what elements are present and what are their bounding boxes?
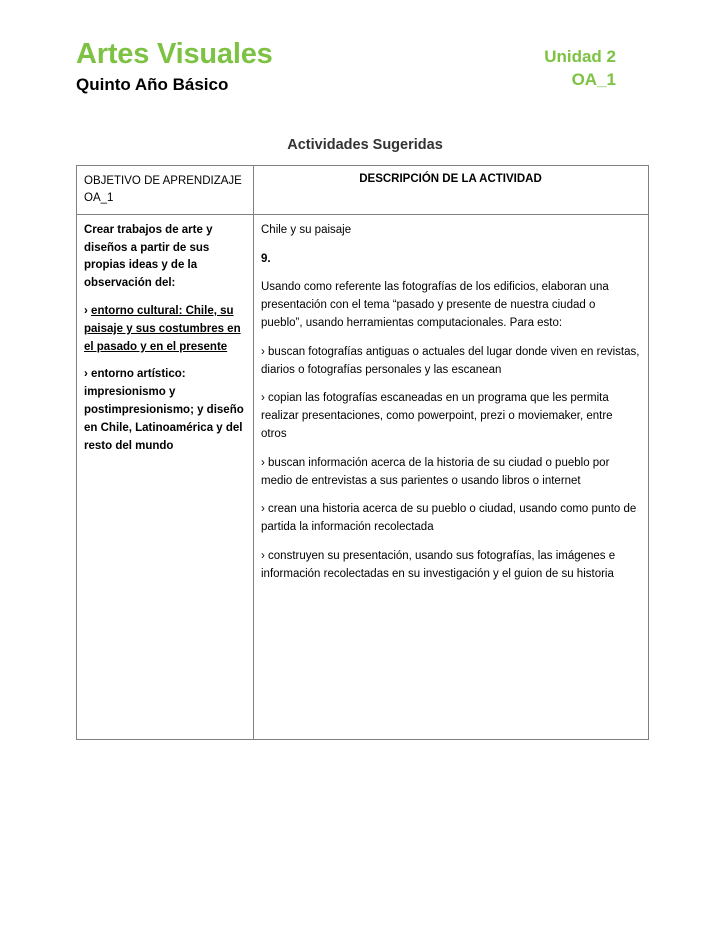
header-cell-description: DESCRIPCIÓN DE LA ACTIVIDAD (254, 166, 649, 214)
activity-step: › buscan información acerca de la historia de su ciudad o pueblo por medio de entrevistas a sus parientes o usando libros o internet (261, 456, 610, 487)
activity-intro: Usando como referente las fotografías de los edificios, elaboran una presentación con el tema “pasado y presente de nuestra ciudad o pueblo”, usando herramientas computacionales. Para esto: (261, 281, 609, 329)
objective-intro: Crear trabajos de arte y diseños a partir de sus propias ideas y de la observación del: (84, 223, 213, 290)
activity-number: 9. (261, 252, 271, 265)
activity-step: › crean una historia acerca de su pueblo o ciudad, usando como punto de partida la información recolectada (261, 503, 637, 534)
activity-heading: Chile y su paisaje (261, 223, 352, 236)
table-header-row (77, 166, 649, 214)
objective-bullet-text: entorno artístico: impresionismo y postimpresionismo; y diseño en Chile, Latinoamérica y del resto del mundo (84, 368, 244, 452)
header-left (76, 38, 273, 95)
section-title: Actividades Sugeridas (287, 137, 443, 154)
document-header (76, 38, 644, 95)
objective-bullet-artistic (84, 366, 245, 455)
activities-table (76, 165, 649, 739)
header-right (544, 38, 644, 92)
description-cell (254, 214, 649, 739)
objective-bullet-text: entorno cultural: Chile, su paisaje y sus costumbres en el pasado y en el presente (84, 304, 241, 353)
table-row (77, 214, 649, 739)
page-subtitle: Quinto Año Básico (76, 75, 229, 95)
activity-step: › buscan fotografías antiguas o actuales del lugar donde viven en revistas, diarios o fotografías personales y las escanean (261, 345, 640, 376)
objective-cell (77, 214, 254, 739)
objective-bullet-cultural (84, 303, 245, 356)
unit-label: Unidad 2 (544, 47, 616, 66)
oa-label: OA_1 (571, 69, 616, 89)
activity-step: › construyen su presentación, usando sus fotografías, las imágenes e información recolectadas en su investigación y el guion de su historia (261, 550, 616, 580)
page-title: Artes Visuales (76, 38, 273, 70)
activity-step: › copian las fotografías escaneadas en un programa que les permita realizar presentaciones, como powerpoint, prezi o moviemaker, entre otros (261, 392, 613, 440)
header-cell-objective: OBJETIVO DE APRENDIZAJE OA_1 (77, 166, 254, 214)
bullet-marker: › (84, 304, 88, 317)
bullet-marker: › (84, 368, 88, 381)
